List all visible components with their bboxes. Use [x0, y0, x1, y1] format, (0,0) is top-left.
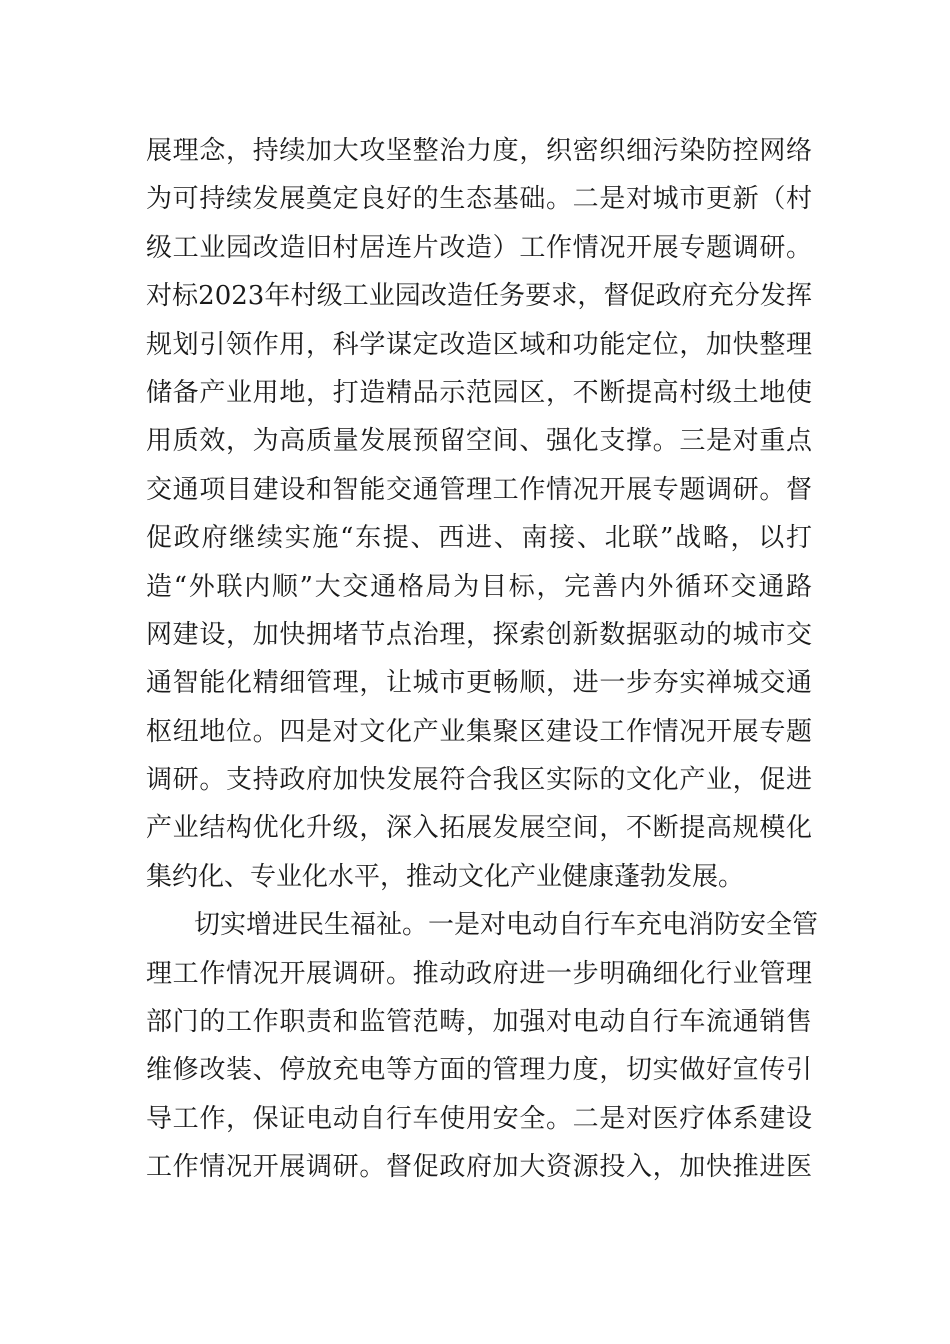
text-line: 产业结构优化升级，深入拓展发展空间，不断提高规模化 — [146, 813, 812, 844]
text-line: 通智能化精细管理，让城市更畅顺，进一步夯实禅城交通 — [146, 668, 812, 699]
body-text — [146, 127, 819, 1192]
text-line: 为可持续发展奠定良好的生态基础。二是对城市更新（村 — [146, 184, 812, 215]
text-line: 理工作情况开展调研。推动政府进一步明确细化行业管理 — [146, 958, 812, 989]
text-line: 促政府继续实施“东提、西进、南接、北联”战略，以打 — [146, 523, 812, 554]
text-line: 部门的工作职责和监管范畴，加强对电动自行车流通销售 — [146, 1007, 812, 1038]
paragraph-first-line: 切实增进民生福祉。一是对电动自行车充电消防安全管 — [194, 910, 819, 941]
text-line: 造“外联内顺”大交通格局为目标，完善内外循环交通路 — [146, 571, 812, 602]
text-line: 规划引领作用，科学谋定改造区域和功能定位，加快整理 — [146, 329, 812, 360]
text-line: 导工作，保证电动自行车使用安全。二是对医疗体系建设 — [146, 1103, 812, 1134]
text-line: 用质效，为高质量发展预留空间、强化支撑。三是对重点 — [146, 426, 812, 457]
text-line: 调研。支持政府加快发展符合我区实际的文化产业，促进 — [146, 765, 812, 796]
paragraph-end-line: 集约化、专业化水平，推动文化产业健康蓬勃发展。 — [146, 861, 745, 892]
text-line: 枢纽地位。四是对文化产业集聚区建设工作情况开展专题 — [146, 716, 812, 747]
text-line: 级工业园改造旧村居连片改造）工作情况开展专题调研。 — [146, 232, 812, 263]
text-line: 储备产业用地，打造精品示范园区，不断提高村级土地使 — [146, 377, 812, 408]
text-line: 交通项目建设和智能交通管理工作情况开展专题调研。督 — [146, 474, 812, 505]
text-line: 展理念，持续加大攻坚整治力度，织密织细污染防控网络 — [146, 136, 812, 166]
text-line: 对标2023年村级工业园改造任务要求，督促政府充分发挥 — [146, 281, 812, 312]
text-line: 工作情况开展调研。督促政府加大资源投入，加快推进医 — [146, 1152, 812, 1183]
text-line: 维修改装、停放充电等方面的管理力度，切实做好宣传引 — [146, 1055, 812, 1086]
text-line: 网建设，加快拥堵节点治理，探索创新数据驱动的城市交 — [146, 619, 812, 650]
